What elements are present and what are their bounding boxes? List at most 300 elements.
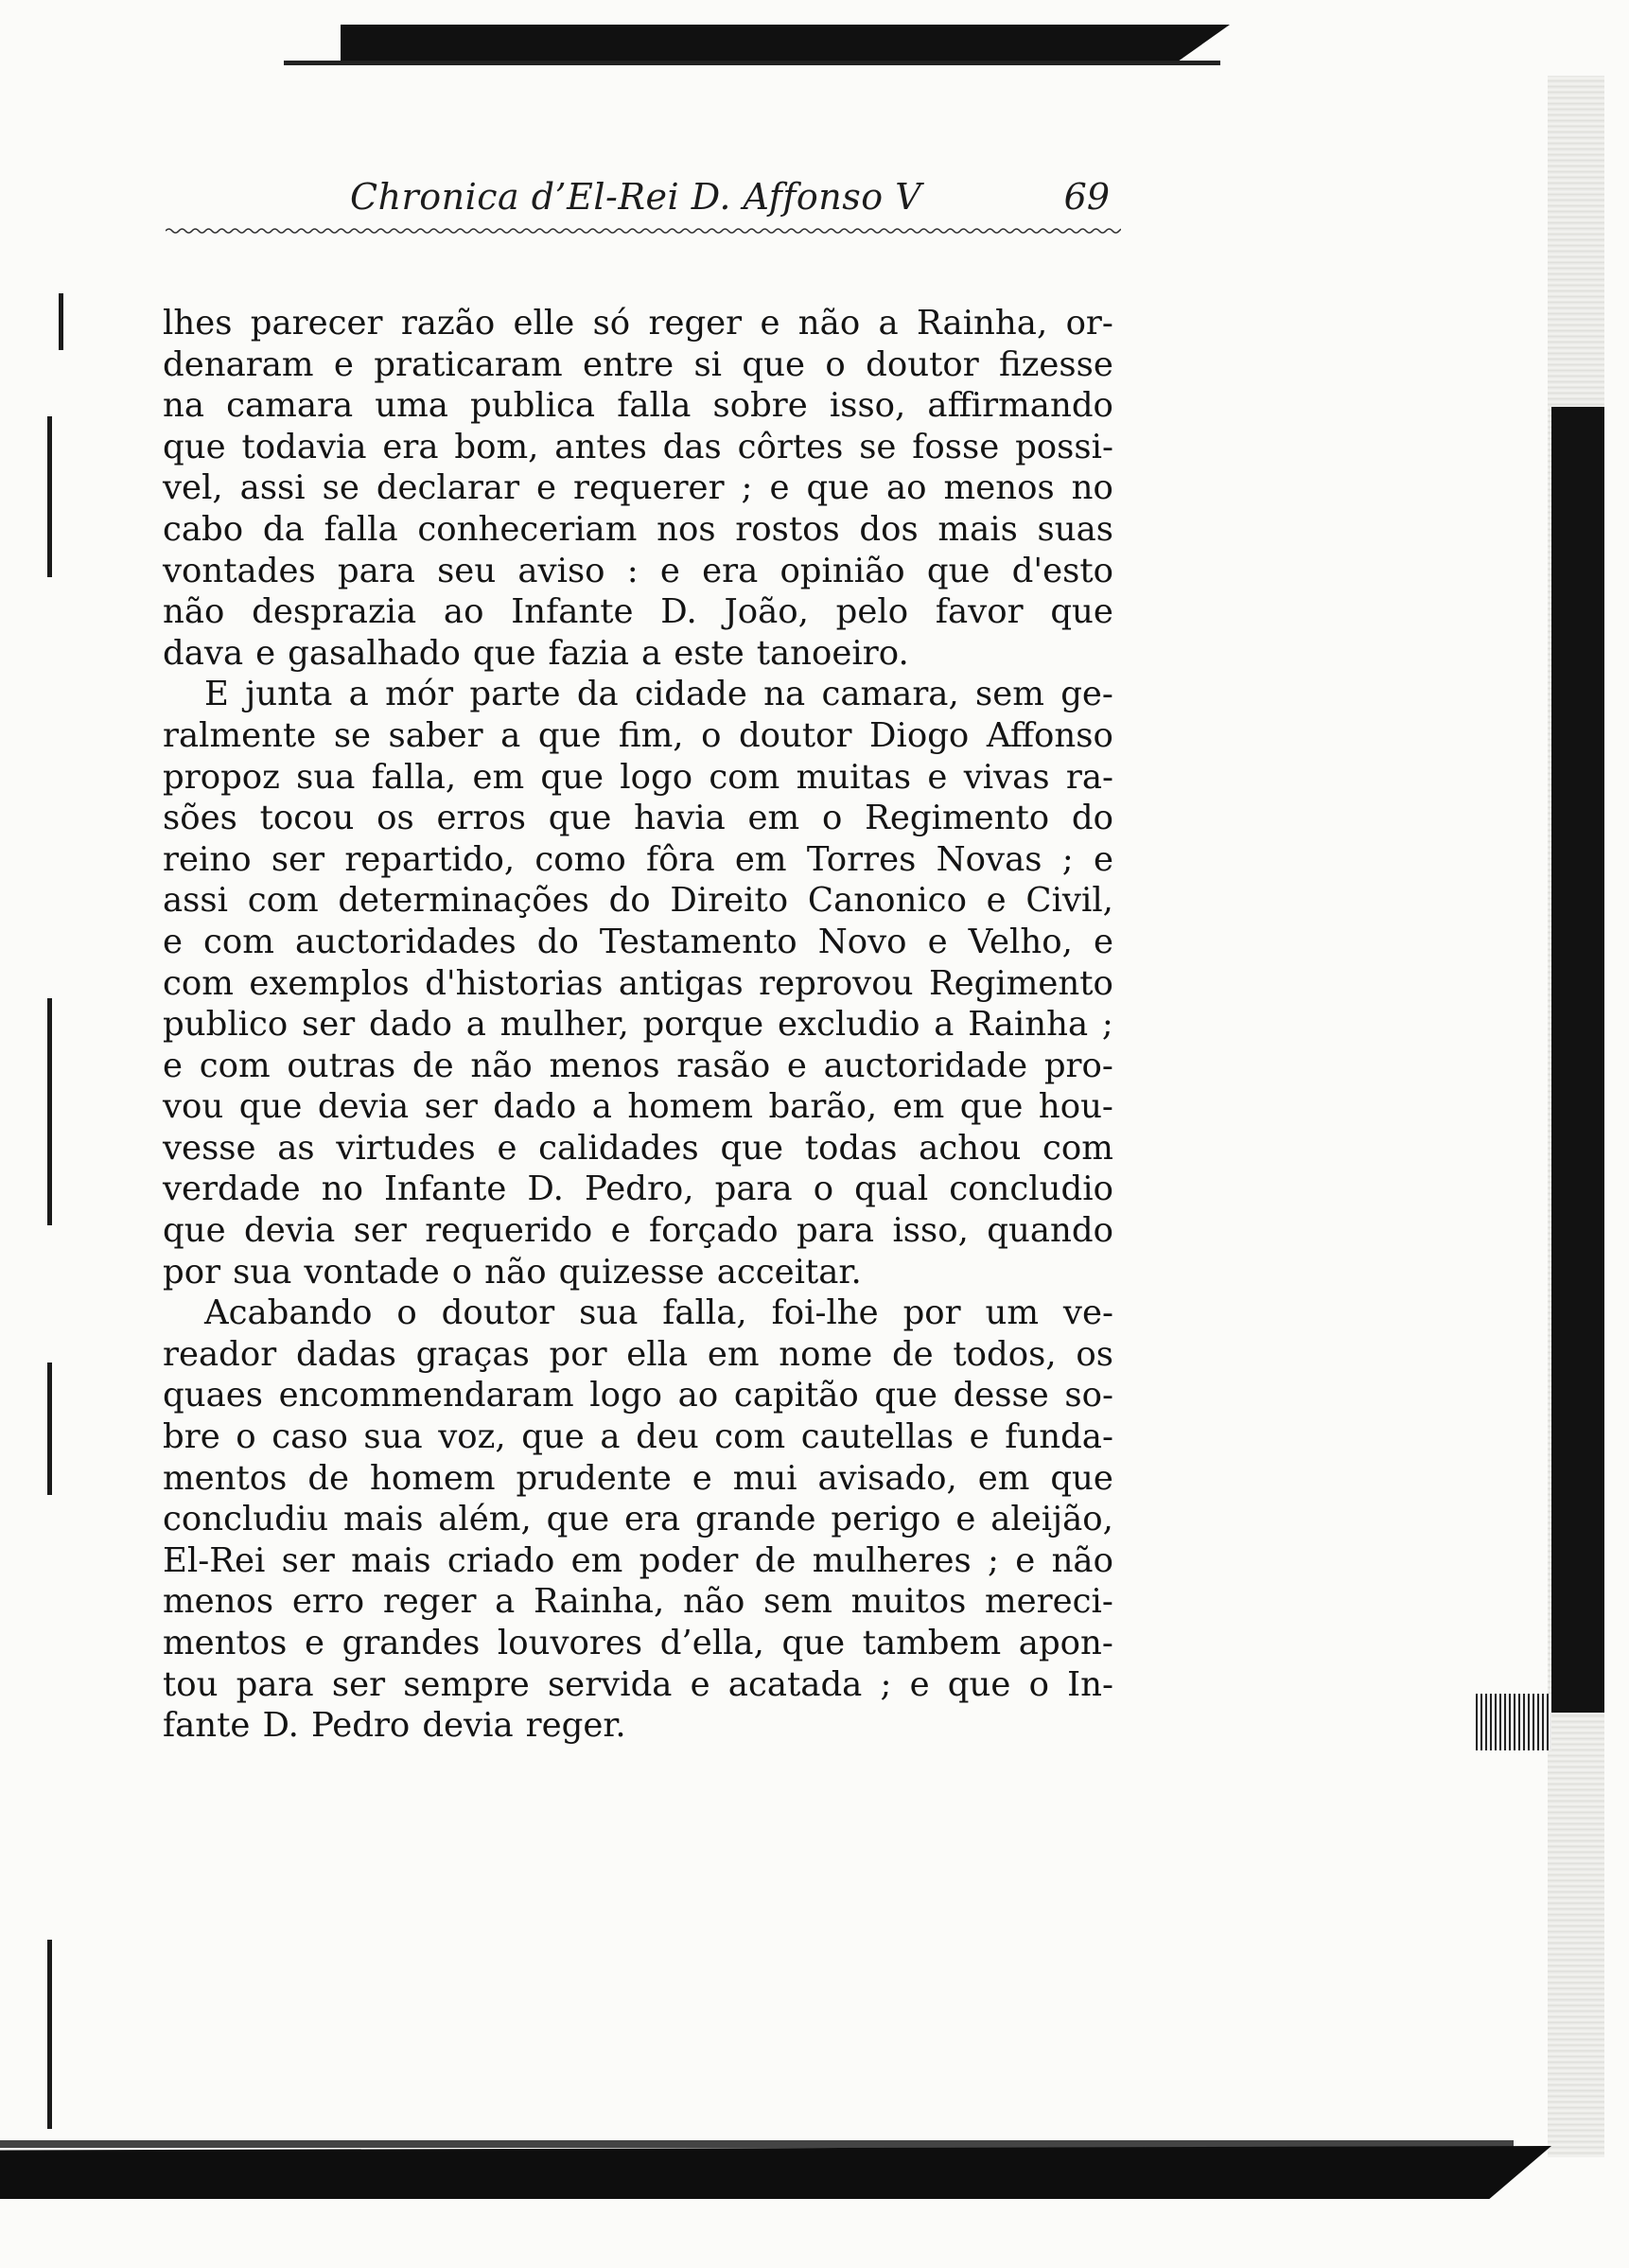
word: razão [400,304,496,343]
word: era [702,551,759,590]
running-title: Chronica d’El-Rei D. Affonso V [350,176,922,218]
word: falla [324,509,398,549]
word: apon- [1018,1624,1113,1662]
word: poder [639,1540,739,1580]
word: rasão [676,1046,771,1085]
word: sem [975,675,1044,714]
word: ser [331,1664,386,1704]
word: que [163,427,226,466]
word: Regimento [865,799,1050,838]
scan-shadow-bottom [0,2146,1551,2199]
word: assi [163,881,228,921]
word: Infante [511,592,634,632]
word: que [720,1128,784,1168]
word: e [692,1458,712,1498]
word: ; [987,1540,999,1580]
word: concludiu [163,1500,329,1539]
word: erros [436,799,527,838]
word: desse [953,1376,1049,1415]
word: Infante [384,1169,507,1209]
word: mais [343,1500,424,1539]
word: se [333,715,372,755]
word: devia [317,1087,410,1127]
word: a [591,1087,612,1127]
text-line [163,880,1113,922]
word: da [576,675,619,714]
word: muitas [796,757,912,797]
word: E [204,675,229,714]
word: grandes [342,1624,481,1662]
word: ao [886,468,927,508]
word: vontade [304,1252,440,1292]
word: isso, [892,1211,969,1251]
word: assi [239,468,306,508]
word: a [641,633,662,673]
word: doutor [441,1293,555,1333]
word: fim, [618,715,684,755]
word: em [570,1540,623,1580]
word: ser [424,1087,478,1127]
word: publico [163,1005,289,1045]
word: Regimento [928,963,1113,1003]
text-line [163,1664,1113,1706]
word: que [742,344,806,384]
word: e [659,551,680,590]
text-line [163,591,1113,633]
word: barão, [768,1087,878,1127]
word: Canonico [807,881,967,921]
word: tambem [862,1624,1002,1662]
word: quizesse [558,1252,705,1292]
word: ella [626,1334,689,1374]
word: vivas [963,757,1050,797]
word: ser [271,839,325,879]
text-line [163,1086,1113,1128]
word: aviso [517,551,605,590]
word: reprovou [759,963,914,1003]
word: que [472,633,536,673]
word: que [537,715,602,755]
word: não [1051,1540,1113,1580]
word: erro [291,1582,365,1622]
margin-mark [47,998,52,1225]
text-line [163,1334,1113,1376]
word: que [781,1624,846,1662]
word: que [238,1087,303,1127]
word: a [600,1417,621,1457]
word: para [236,1664,314,1704]
word: a [934,1005,955,1045]
word: de [754,1540,797,1580]
word: dado [368,1005,452,1045]
word: vou [163,1087,224,1127]
word: Affonso [986,715,1113,755]
word: elle [513,304,575,343]
scan-shadow-top-thin [284,61,1220,65]
word: este [674,633,744,673]
word: prudente [516,1458,672,1498]
word: no [321,1169,363,1209]
word: deu [636,1417,699,1457]
word: as [277,1128,315,1168]
word: que [521,1417,585,1457]
word: com [714,1417,786,1457]
word: fazia [548,633,630,673]
word: mentos [163,1624,288,1662]
word: exemplos [249,963,410,1003]
word: Diogo [869,715,970,755]
word: João, [724,592,809,632]
word: doutor [866,344,979,384]
word: Pedro [310,1706,411,1746]
word: por [902,1293,961,1333]
word: com [247,881,319,921]
word: e [610,1211,631,1251]
word: além, [438,1500,532,1539]
word: menos [943,468,1055,508]
word: d'esto [1011,551,1113,590]
text-line [163,1210,1113,1252]
word: gasalhado [288,633,461,673]
word: para [797,1211,875,1251]
word: era [624,1500,681,1539]
margin-mark [47,416,52,577]
word: camara [226,386,354,426]
word: Civil, [1025,881,1113,921]
word: tanoeiro. [756,633,909,673]
word: que [540,757,604,797]
word: requerido [425,1211,593,1251]
page-number: 69 [1063,176,1110,218]
word: d'historias [425,963,604,1003]
word: que [874,1376,937,1415]
word: fizesse [999,344,1113,384]
word: acatada [727,1664,863,1704]
word: pelo [835,592,909,632]
text-line [163,674,1113,715]
word: em [892,1087,945,1127]
word: propoz [163,757,280,797]
word: e [760,304,780,343]
word: ao [443,592,484,632]
word: ser [302,1005,356,1045]
word: e [969,1417,990,1457]
word: concludio [949,1169,1113,1209]
word: que [926,551,990,590]
word: opinião [779,551,905,590]
word: Direito [670,881,789,921]
word: fôra [645,839,715,879]
word: das [662,427,722,466]
word: D. [660,592,697,632]
word: mór [385,675,454,714]
word: sempre [403,1664,530,1704]
word: junta [245,675,333,714]
word: de [891,1334,934,1374]
running-header [166,176,1121,233]
word: desprazia [252,592,417,632]
word: mentos [163,1458,288,1498]
word: o [813,1169,834,1209]
word: denaram [163,344,314,384]
word: repartido, [344,839,516,879]
word: possi- [1015,427,1113,466]
word: ao [677,1376,719,1415]
text-line [163,963,1113,1005]
word: todos, [953,1334,1057,1374]
word: para [337,551,415,590]
word: reino [163,839,252,879]
word: foi-lhe [771,1293,879,1333]
word: virtudes [336,1128,476,1168]
word: com [709,757,780,797]
text-line [163,467,1113,509]
word: d’ella, [659,1624,764,1662]
word: com [163,963,234,1003]
text-line [163,1128,1113,1169]
word: a [495,1582,516,1622]
word: suas [1037,509,1113,549]
word: na [763,675,806,714]
word: nos [657,509,716,549]
text-line [163,633,1113,675]
margin-mark [47,1363,52,1495]
word: só [592,304,631,343]
text-line [163,427,1113,468]
scan-shadow-right [1551,407,1604,1713]
word: publica [470,386,596,426]
word: D. [527,1169,564,1209]
word: em [472,757,525,797]
word: que [1050,1458,1113,1498]
text-line [163,1252,1113,1293]
word: Velho, [968,922,1073,961]
word: ralmente [163,715,317,755]
word: e [769,468,790,508]
word: e [1093,922,1113,961]
word: verdade [163,1169,301,1209]
word: e [955,1500,976,1539]
word: parte [469,675,561,714]
word: com [199,1046,271,1085]
word: quando [987,1211,1113,1251]
word: perigo [831,1500,941,1539]
word: Testamento [599,922,797,961]
word: e [909,1664,930,1704]
wavy-rule [166,225,1121,237]
word: e [163,1046,184,1085]
word: para [714,1169,793,1209]
word: auctoridade [823,1046,1028,1085]
word: um [985,1293,1040,1333]
text-line [163,1540,1113,1582]
word: saber [388,715,483,755]
word: si [693,344,723,384]
word: e [333,344,354,384]
word: outras [287,1046,396,1085]
text-line [163,757,1113,799]
word: em [707,1334,760,1374]
word: cidade [635,675,747,714]
word: ; [880,1664,892,1704]
word: o [825,344,846,384]
word: isso, [829,386,906,426]
word: Rainha, [917,304,1048,343]
word: ser [281,1540,335,1580]
word: ve- [1062,1293,1113,1333]
word: uma [375,386,448,426]
word: era [382,427,439,466]
word: sua [579,1293,639,1333]
word: mulheres [812,1540,972,1580]
word: a [500,715,521,755]
word: falla [617,386,692,426]
word: logo [620,757,693,797]
word: quaes [163,1376,263,1415]
word: e [163,922,184,961]
word: na [163,386,205,426]
body-text [163,303,1113,1747]
word: não [682,1582,745,1622]
word: cautellas [800,1417,955,1457]
word: sua [363,1417,423,1457]
word: parecer [250,304,383,343]
word: calidades [538,1128,699,1168]
word: Torres [806,839,917,879]
text-line [163,344,1113,386]
word: determinações [338,881,589,921]
word: e [1093,839,1113,879]
word: : [626,551,639,590]
word: sobre [712,386,808,426]
word: e [497,1128,517,1168]
word: ge- [1060,675,1113,714]
word: que [806,468,870,508]
text-line [163,798,1113,839]
word: pro- [1043,1046,1113,1085]
word: côrtes [737,427,844,466]
word: louvores [497,1624,643,1662]
word: que [1050,592,1113,632]
word: reador [163,1334,277,1374]
word: seu [437,551,497,590]
word: declarar [376,468,520,508]
word: graças [415,1334,530,1374]
word: criado [447,1540,555,1580]
word: dado [493,1087,577,1127]
word: vontades [163,551,316,590]
word: requerer [573,468,725,508]
word: menos [163,1582,274,1622]
word: tocou [259,799,355,838]
word: ; [1101,1005,1113,1045]
word: aleijão, [990,1500,1113,1539]
word: sua [233,1252,292,1292]
word: por [163,1252,221,1292]
word: não [797,304,861,343]
word: mui [732,1458,797,1498]
word: vesse [163,1128,256,1168]
word: no [1071,468,1113,508]
word: favor [935,592,1024,632]
word: bom, [454,427,539,466]
word: reger. [525,1706,626,1746]
word: que [546,1500,610,1539]
word: muitos [850,1582,967,1622]
word: o [821,799,843,838]
text-line [163,1169,1113,1210]
word: e [305,1624,325,1662]
word: do [536,922,579,961]
word: todavia [241,427,367,466]
word: do [1071,799,1113,838]
word: ; [741,468,753,508]
word: Acabando [204,1293,373,1333]
text-line [163,839,1113,881]
word: o [451,1252,473,1292]
word: e [786,1046,807,1085]
word: or- [1065,304,1113,343]
word: não [470,1046,533,1085]
word: em [747,799,800,838]
text-line [163,385,1113,427]
word: todas [804,1128,898,1168]
word: servida [547,1664,673,1704]
word: e [927,757,948,797]
word: sua [296,757,356,797]
word: porque [642,1005,764,1045]
word: ; [1061,839,1074,879]
word: os [377,799,414,838]
text-line [163,1705,1113,1747]
word: acceitar. [716,1252,862,1292]
word: não [163,592,225,632]
word: capitão [733,1376,859,1415]
word: devia [422,1706,514,1746]
text-line [163,1581,1113,1623]
word: achou [919,1128,1022,1168]
text-line [163,922,1113,963]
word: qual [854,1169,929,1209]
text-line [163,1292,1113,1334]
word: excludio [777,1005,920,1045]
word: o [236,1417,256,1457]
word: de [412,1046,454,1085]
word: reger [382,1582,477,1622]
word: em [734,839,787,879]
word: hou- [1038,1087,1113,1127]
word: de [307,1458,350,1498]
word: ser [353,1211,407,1251]
text-line [163,1004,1113,1046]
word: a [465,1005,486,1045]
word: lhes [163,304,233,343]
word: e [927,922,948,961]
word: se [859,427,897,466]
word: conheceriam [417,509,638,549]
word: os [1076,1334,1113,1374]
word: ra- [1065,757,1113,797]
word: que [548,799,612,838]
word: homem [369,1458,496,1498]
word: reger [648,304,743,343]
text-line [163,509,1113,551]
text-line [163,1458,1113,1500]
word: logo [589,1376,663,1415]
word: praticaram [374,344,563,384]
word: por [549,1334,607,1374]
word: que [959,1087,1024,1127]
